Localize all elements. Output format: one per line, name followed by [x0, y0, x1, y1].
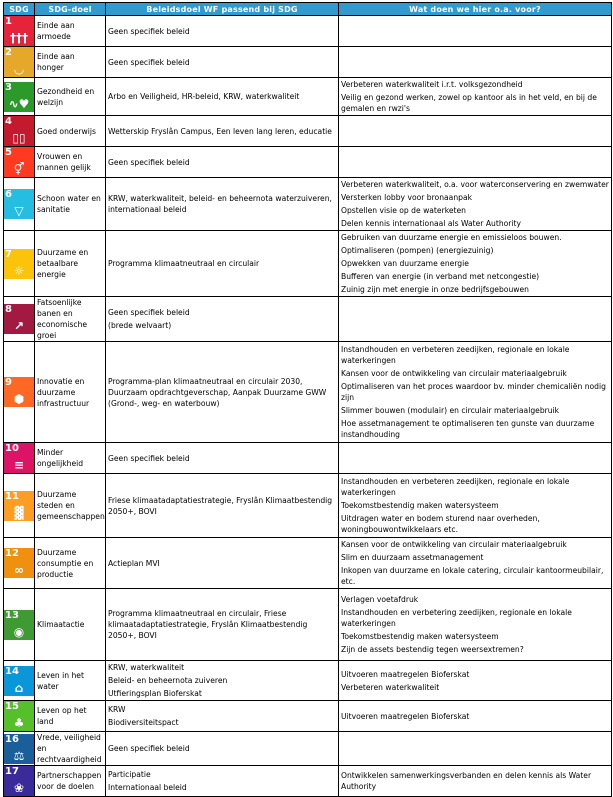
sdg-glyph: ⚖ — [13, 748, 25, 763]
action-line: Toekomstbestendig maken watersysteem — [341, 632, 499, 641]
sdg-glyph: ≡ — [13, 458, 25, 472]
header-actions: Wat doen we hier o.a. voor? — [339, 3, 612, 16]
table-row — [4, 732, 612, 766]
policy-line: Participatie — [108, 770, 151, 779]
policy-cell — [106, 16, 339, 47]
actions-cell — [339, 443, 612, 474]
actions-cell — [339, 231, 612, 297]
actions-cell — [339, 342, 612, 443]
action-line: Opstellen visie op de waterketen — [341, 206, 466, 215]
sdg-glyph: ❀ — [13, 781, 25, 795]
policy-line: KRW — [108, 705, 126, 714]
sdg-icon-cell — [4, 147, 35, 178]
actions-cell — [339, 78, 612, 116]
sdg-glyph: ▓ — [14, 505, 24, 520]
policy-cell — [106, 732, 339, 766]
action-line: Toekomstbestendig maken watersysteem — [341, 501, 499, 510]
policy-line: Actieplan MVI — [108, 558, 160, 568]
sdg-number: 4 — [5, 116, 12, 127]
policy-cell — [106, 116, 339, 147]
sdg-goal-cell — [35, 443, 106, 474]
sdg-goal-cell — [35, 766, 106, 797]
action-line: Slim en duurzaam assetmanagement — [341, 553, 484, 562]
sdg-number: 12 — [5, 548, 19, 559]
sdg-glyph: ⚥ — [13, 162, 25, 176]
policy-cell — [106, 231, 339, 297]
policy-line: Wetterskip Fryslân Campus, Een leven lang leren, educatie — [108, 126, 332, 136]
sdg-goal: Einde aan honger — [37, 52, 75, 72]
sdg-glyph: ♣ — [13, 716, 25, 730]
sdg-number: 7 — [5, 248, 12, 260]
energy-sun-icon — [4, 249, 34, 279]
action-line: Veilig en gezond werken, zowel op kantoor als in het veld, en bij de gemalen en rwzi's — [341, 93, 597, 113]
sdg-glyph: ◉ — [13, 624, 25, 639]
actions-cell — [339, 474, 612, 538]
sustainable-city-icon — [4, 491, 34, 521]
peace-dove-icon — [4, 734, 34, 764]
header-sdg: SDG — [4, 3, 35, 16]
reduced-inequality-icon — [4, 443, 34, 473]
policy-line: Arbo en Veiligheid, HR-beleid, KRW, waterkwaliteit — [108, 92, 300, 101]
sdg-number: 15 — [5, 701, 19, 712]
infrastructure-cubes-icon — [4, 377, 34, 407]
sdg-goal: Vrede, veiligheid en rechtvaardigheid — [37, 733, 102, 764]
table-row — [4, 178, 612, 231]
sdg-icon-cell — [4, 178, 35, 231]
education-book-icon — [4, 116, 34, 146]
actions-cell — [339, 589, 612, 661]
action-line: Verbeteren waterkwaliteit, o.a. voor waterconservering en zwemwater — [341, 180, 609, 189]
sdg-icon-cell — [4, 116, 35, 147]
table-row — [4, 474, 612, 538]
policy-cell — [106, 297, 339, 342]
policy-line: Geen specifiek beleid — [108, 57, 190, 67]
life-water-fish-icon — [4, 666, 34, 696]
table-row — [4, 16, 612, 47]
action-line: Slimmer bouwen (modulair) en circulair materiaalgebruik — [341, 406, 560, 415]
sdg-goal-cell — [35, 732, 106, 766]
action-line: Delen kennis internationaal als Water Authority — [341, 219, 521, 228]
policy-line: Geen specifiek beleid — [108, 744, 190, 753]
sdg-icon-cell — [4, 78, 35, 116]
sdg-number: 1 — [5, 16, 12, 27]
policy-line: Geen specifiek beleid — [108, 453, 190, 463]
action-line: Zuinig zijn met energie in onze bedrijfsgebouwen — [341, 285, 529, 294]
sdg-glyph: ◡ — [14, 62, 24, 76]
sdg-number: 14 — [5, 665, 19, 677]
sdg-goal-cell — [35, 116, 106, 147]
partnership-rings-icon — [4, 766, 34, 796]
sdg-number: 2 — [5, 47, 12, 58]
sdg-goal: Minder ongelijkheid — [37, 448, 84, 468]
policy-cell — [106, 78, 339, 116]
hunger-bowl-icon — [4, 47, 34, 77]
actions-cell — [339, 116, 612, 147]
actions-cell — [339, 538, 612, 589]
growth-chart-icon — [4, 304, 34, 334]
sdg-number: 8 — [5, 304, 12, 315]
table-row — [4, 116, 612, 147]
sdg-goal-cell — [35, 589, 106, 661]
climate-eye-globe-icon — [4, 610, 34, 640]
action-line: Verlagen voetafdruk — [341, 595, 419, 604]
sdg-goal: Leven in het water — [37, 670, 84, 691]
sdg-goal: Schoon water en sanitatie — [37, 194, 101, 214]
action-line: Gebruiken van duurzame energie en emissieloos bouwen. — [341, 233, 562, 242]
policy-line: Biodiversiteitspact — [108, 718, 179, 727]
sdg-goal-cell — [35, 16, 106, 47]
sdg-glyph: ∿♥ — [8, 96, 30, 111]
actions-cell — [339, 297, 612, 342]
action-line: Uitvoeren maatregelen Bioferskat — [341, 669, 470, 679]
policy-line: Geen specifiek beleid — [108, 26, 190, 36]
actions-cell — [339, 147, 612, 178]
sdg-goal-cell — [35, 474, 106, 538]
action-line: Verbeteren waterkwaliteit i.r.t. volksgezondheid — [341, 80, 523, 89]
sdg-icon-cell — [4, 732, 35, 766]
sdg-icon-cell — [4, 538, 35, 589]
sdg-glyph: ⬢ — [13, 392, 25, 406]
policy-line: Programma klimaatneutraal en circulair, Friese klimaatadaptatiestrategie, Fryslân Klimaatbestendig 2050+, BOVI — [108, 609, 308, 640]
sdg-goal: Vrouwen en mannen gelijk — [37, 152, 91, 172]
sdg-icon-cell — [4, 443, 35, 474]
action-line: Instandhouden en verbeteren zeedijken, regionale en lokale waterkeringen — [341, 345, 570, 365]
actions-cell — [339, 16, 612, 47]
health-heartbeat-icon — [4, 82, 34, 112]
sdg-number: 5 — [5, 147, 12, 158]
header-row — [4, 3, 612, 16]
sdg-goal: Gezondheid en welzijn — [37, 86, 95, 107]
sdg-goal: Innovatie en duurzame infrastructuur — [37, 376, 90, 408]
table-row — [4, 342, 612, 443]
action-line: Ontwikkelen samenwerkingsverbanden en delen kennis als Water Authority — [341, 771, 592, 791]
actions-cell — [339, 178, 612, 231]
sdg-glyph: ††† — [10, 31, 28, 45]
sdg-goal: Leven op het land — [37, 706, 87, 726]
sdg-icon-cell — [4, 342, 35, 443]
sdg-goal: Fatsoenlijke banen en economische groei — [37, 298, 88, 340]
policy-cell — [106, 178, 339, 231]
policy-cell — [106, 342, 339, 443]
sdg-glyph: ▽ — [14, 204, 24, 218]
table-row — [4, 443, 612, 474]
actions-cell — [339, 661, 612, 701]
sdg-number: 3 — [5, 81, 12, 93]
sdg-icon-cell — [4, 16, 35, 47]
action-line: Inkopen van duurzame en lokale catering, circulair kantoormeubilair, etc. — [341, 566, 604, 586]
sdg-goal: Duurzame consumptie en productie — [37, 547, 94, 579]
policy-cell — [106, 474, 339, 538]
policy-line: Geen specifiek beleid — [108, 308, 190, 317]
sdg-goal: Partnerschappen voor de doelen — [37, 771, 102, 791]
action-line: Optimaliseren van het proces waardoor bv. minder chemicaliën nodig zijn — [341, 382, 606, 402]
action-line: Instandhouden en verbeteren zeedijken, regionale en lokale waterkeringen — [341, 477, 570, 497]
sdg-number: 6 — [5, 189, 12, 200]
table-row — [4, 766, 612, 797]
policy-cell — [106, 661, 339, 701]
policy-line: Programma klimaatneutraal en circulair — [108, 259, 260, 268]
header-policy: Beleidsdoel WF passend bij SDG — [106, 3, 339, 16]
policy-cell — [106, 538, 339, 589]
policy-line: Beleid- en beheernota zuiveren — [108, 676, 228, 685]
sdg-number: 11 — [5, 490, 19, 502]
table-row — [4, 297, 612, 342]
action-line: Instandhouden en verbetering zeedijken, regionale en lokale waterkeringen — [341, 608, 572, 628]
poverty-icon — [4, 16, 34, 46]
table-row — [4, 231, 612, 297]
sdg-goal-cell — [35, 78, 106, 116]
sdg-goal: Einde aan armoede — [37, 21, 75, 41]
actions-cell — [339, 766, 612, 797]
table-row — [4, 538, 612, 589]
action-line: Uitvoeren maatregelen Bioferskat — [341, 711, 470, 721]
action-line: Hoe assetmanagement te optimaliseren ten gunste van duurzame instandhouding — [341, 419, 595, 439]
consumption-infinity-icon — [4, 548, 34, 578]
sdg-icon-cell — [4, 589, 35, 661]
sdg-number: 16 — [5, 733, 19, 745]
sdg-icon-cell — [4, 766, 35, 797]
table-row — [4, 47, 612, 78]
sdg-icon-cell — [4, 661, 35, 701]
policy-cell — [106, 443, 339, 474]
sdg-goal-cell — [35, 661, 106, 701]
sdg-icon-cell — [4, 297, 35, 342]
action-line: Optimaliseren (pompen) (energiezuinig) — [341, 246, 494, 255]
sdg-goal-cell — [35, 538, 106, 589]
table-row — [4, 78, 612, 116]
sdg-goal-cell — [35, 147, 106, 178]
sdg-glyph: ∞ — [14, 563, 24, 577]
sdg-table — [3, 2, 612, 797]
header-sdg-goal: SDG-doel — [35, 3, 106, 16]
action-line: Bufferen van energie (in verband met netcongestie) — [341, 272, 540, 281]
action-line: Verbeteren waterkwaliteit — [341, 682, 440, 692]
action-line: Kansen voor de ontwikkeling van circulair materiaalgebruik — [341, 540, 567, 549]
sdg-goal: Goed onderwijs — [37, 126, 96, 136]
clean-water-icon — [4, 189, 34, 219]
sdg-goal: Klimaatactie — [37, 620, 85, 629]
policy-line: Geen specifiek beleid — [108, 157, 190, 167]
sdg-goal: Duurzame steden en gemeenschappen — [37, 490, 105, 521]
sdg-glyph: ☼ — [13, 263, 25, 278]
policy-line: KRW, waterkwaliteit, beleid- en beheernota waterzuiveren, internationaal beleid — [108, 194, 332, 214]
policy-line: Programma-plan klimaatneutraal en circulair 2030, Duurzaam opdrachtgeverschap, Aanpak Duurzame GWW (Grond-, weg- en waterbouw) — [108, 376, 327, 408]
sdg-number: 9 — [5, 377, 12, 388]
sdg-glyph: ↗ — [13, 319, 25, 333]
sdg-goal: Duurzame en betaalbare energie — [37, 248, 89, 279]
policy-line: Friese klimaatadaptatiestrategie, Fryslân Klimaatbestendig 2050+, BOVI — [108, 495, 333, 516]
table-row — [4, 147, 612, 178]
sdg-number: 17 — [5, 766, 19, 777]
sdg-icon-cell — [4, 231, 35, 297]
policy-line: Internationaal beleid — [108, 783, 187, 792]
action-line: Zijn de assets bestendig tegen weersextremen? — [341, 645, 524, 654]
policy-cell — [106, 47, 339, 78]
sdg-goal-cell — [35, 231, 106, 297]
actions-cell — [339, 732, 612, 766]
action-line: Uitdragen water en bodem sturend naar overheden, woningbouwontwikkelaars etc. — [341, 514, 540, 534]
sdg-icon-cell — [4, 47, 35, 78]
sdg-goal-cell — [35, 47, 106, 78]
table-row — [4, 661, 612, 701]
sdg-number: 10 — [5, 443, 19, 454]
policy-cell — [106, 766, 339, 797]
gender-equality-icon — [4, 147, 34, 177]
actions-cell — [339, 47, 612, 78]
sdg-goal-cell — [35, 297, 106, 342]
action-line: Kansen voor de ontwikkeling van circulair materiaalgebruik — [341, 369, 567, 378]
sdg-number: 13 — [5, 609, 19, 621]
table-row — [4, 589, 612, 661]
sdg-goal-cell — [35, 342, 106, 443]
sdg-goal-cell — [35, 178, 106, 231]
sdg-icon-cell — [4, 474, 35, 538]
action-line: Opwekken van duurzame energie — [341, 259, 469, 268]
policy-line: (brede welvaart) — [108, 321, 172, 330]
sdg-glyph: ▯▯ — [12, 131, 26, 145]
action-line: Versterken lobby voor bronaanpak — [341, 193, 473, 202]
policy-cell — [106, 589, 339, 661]
policy-line: KRW, waterkwaliteit — [108, 663, 185, 672]
policy-line: Utfieringsplan Bioferskat — [108, 689, 202, 698]
sdg-glyph: ⌂ — [14, 680, 24, 695]
policy-cell — [106, 147, 339, 178]
